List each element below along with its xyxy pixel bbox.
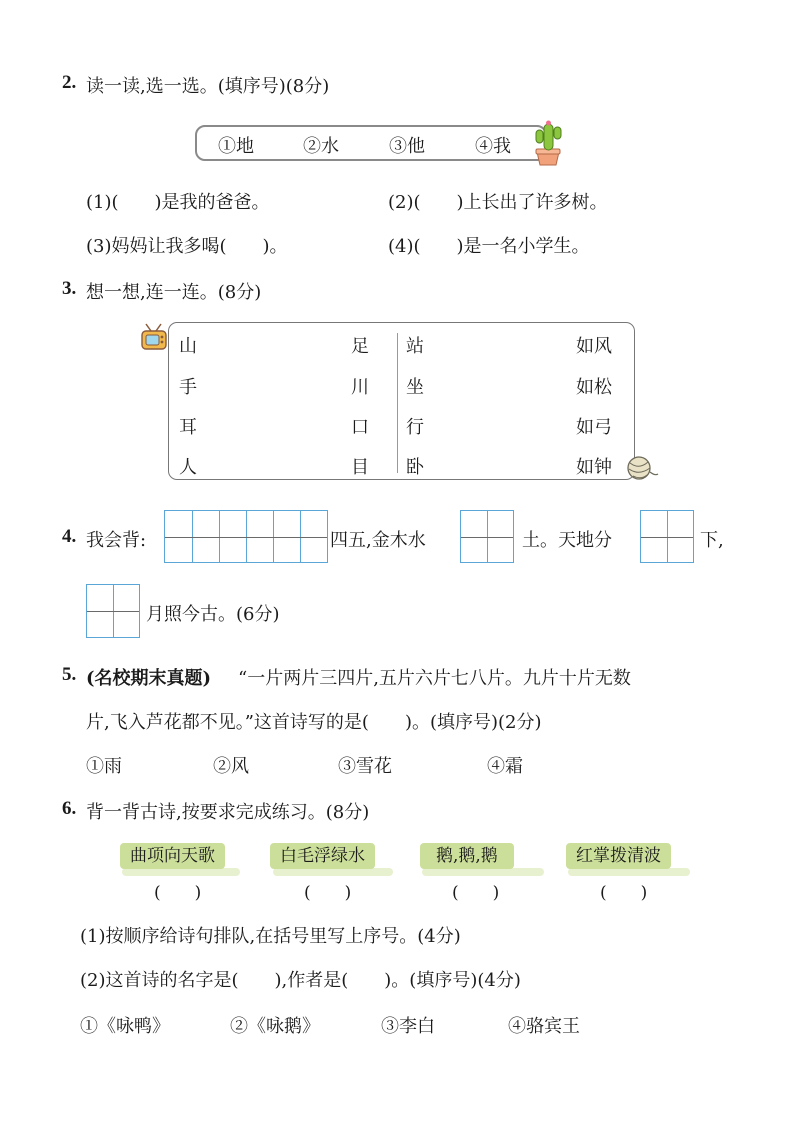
q6-number: 6.: [62, 798, 77, 819]
q2-item: (1)( )是我的爸爸。: [86, 192, 270, 213]
q4-answer-grid-4[interactable]: [86, 584, 140, 638]
q5-option: ①雨: [86, 756, 122, 777]
q5-number: 5.: [62, 664, 77, 685]
order-blank[interactable]: ( ): [600, 883, 648, 903]
q2-option: ②水: [303, 136, 339, 157]
q5-line1: “一片两片三四片,五片六片七八片。九片十片无数: [238, 668, 631, 689]
q4-text: 土。天地分: [522, 530, 612, 551]
q2-option: ④我: [475, 136, 511, 157]
q6-option: ②《咏鹅》: [230, 1016, 320, 1037]
q3-divider: [397, 333, 398, 473]
q3-col1-item: 手: [179, 377, 197, 398]
q3-col4-item: 如松: [576, 377, 612, 398]
q6-option: ④骆宾王: [508, 1016, 580, 1037]
q3-col2-item: 川: [351, 377, 369, 398]
q6-sub2: (2)这首诗的名字是( ),作者是( )。(填序号)(4分): [80, 970, 521, 991]
q6-option: ①《咏鸭》: [80, 1016, 170, 1037]
q3-title: 想一想,连一连。(8分): [86, 282, 262, 303]
q3-col4-item: 如风: [576, 336, 612, 357]
yarn-ball-icon: [624, 452, 660, 484]
q5-option: ③雪花: [338, 756, 392, 777]
q4-answer-grid-3[interactable]: [640, 510, 694, 563]
q6-title: 背一背古诗,按要求完成练习。(8分): [86, 802, 370, 823]
cactus-icon: [530, 118, 566, 166]
chip-shadow: [273, 868, 393, 876]
q4-answer-grid-1[interactable]: [164, 510, 328, 563]
poem-line-chip: 红掌拨清波: [566, 843, 671, 869]
q2-item: (3)妈妈让我多喝( )。: [86, 236, 288, 257]
q2-option: ③他: [389, 136, 425, 157]
q6-option: ③李白: [381, 1016, 435, 1037]
q2-number: 2.: [62, 72, 77, 93]
q3-col3-item: 行: [406, 417, 424, 438]
q3-col2-item: 足: [351, 336, 369, 357]
q5-tag: (名校期末真题): [86, 668, 212, 689]
q3-col2-item: 口: [351, 417, 369, 438]
q2-title: 读一读,选一选。(填序号)(8分): [86, 76, 330, 97]
q4-text: 四五,金木水: [330, 530, 426, 551]
order-blank[interactable]: ( ): [452, 883, 500, 903]
q3-col1-item: 人: [179, 457, 197, 478]
poem-line-chip: 白毛浮绿水: [270, 843, 375, 869]
chip-shadow: [422, 868, 544, 876]
tv-icon: [138, 322, 170, 354]
q3-col4-item: 如弓: [576, 417, 612, 438]
q4-answer-grid-2[interactable]: [460, 510, 514, 563]
chip-shadow: [122, 868, 240, 876]
q4-text: 下,: [700, 530, 724, 551]
q2-item: (2)( )上长出了许多树。: [388, 192, 608, 213]
order-blank[interactable]: ( ): [304, 883, 352, 903]
q3-number: 3.: [62, 278, 77, 299]
poem-line-chip: 鹅,鹅,鹅: [420, 843, 514, 869]
q3-col2-item: 目: [351, 457, 369, 478]
q3-col3-item: 卧: [406, 457, 424, 478]
q5-line2: 片,飞入芦花都不见。”这首诗写的是( )。(填序号)(2分): [86, 712, 542, 733]
poem-line-chip: 曲项向天歌: [120, 843, 225, 869]
q4-label: 我会背:: [86, 530, 147, 551]
q4-number: 4.: [62, 526, 77, 547]
q3-col1-item: 耳: [179, 417, 197, 438]
q3-col1-item: 山: [179, 336, 197, 357]
q3-col4-item: 如钟: [576, 457, 612, 478]
order-blank[interactable]: ( ): [154, 883, 202, 903]
q4-text: 月照今古。(6分): [146, 604, 280, 625]
q5-option: ②风: [213, 756, 249, 777]
q2-option: ①地: [218, 136, 254, 157]
q3-col3-item: 坐: [406, 377, 424, 398]
chip-shadow: [568, 868, 690, 876]
q2-item: (4)( )是一名小学生。: [388, 236, 590, 257]
q5-option: ④霜: [487, 756, 523, 777]
q3-col3-item: 站: [406, 336, 424, 357]
q3-match-box: [168, 322, 635, 480]
q6-sub1: (1)按顺序给诗句排队,在括号里写上序号。(4分): [80, 926, 461, 947]
